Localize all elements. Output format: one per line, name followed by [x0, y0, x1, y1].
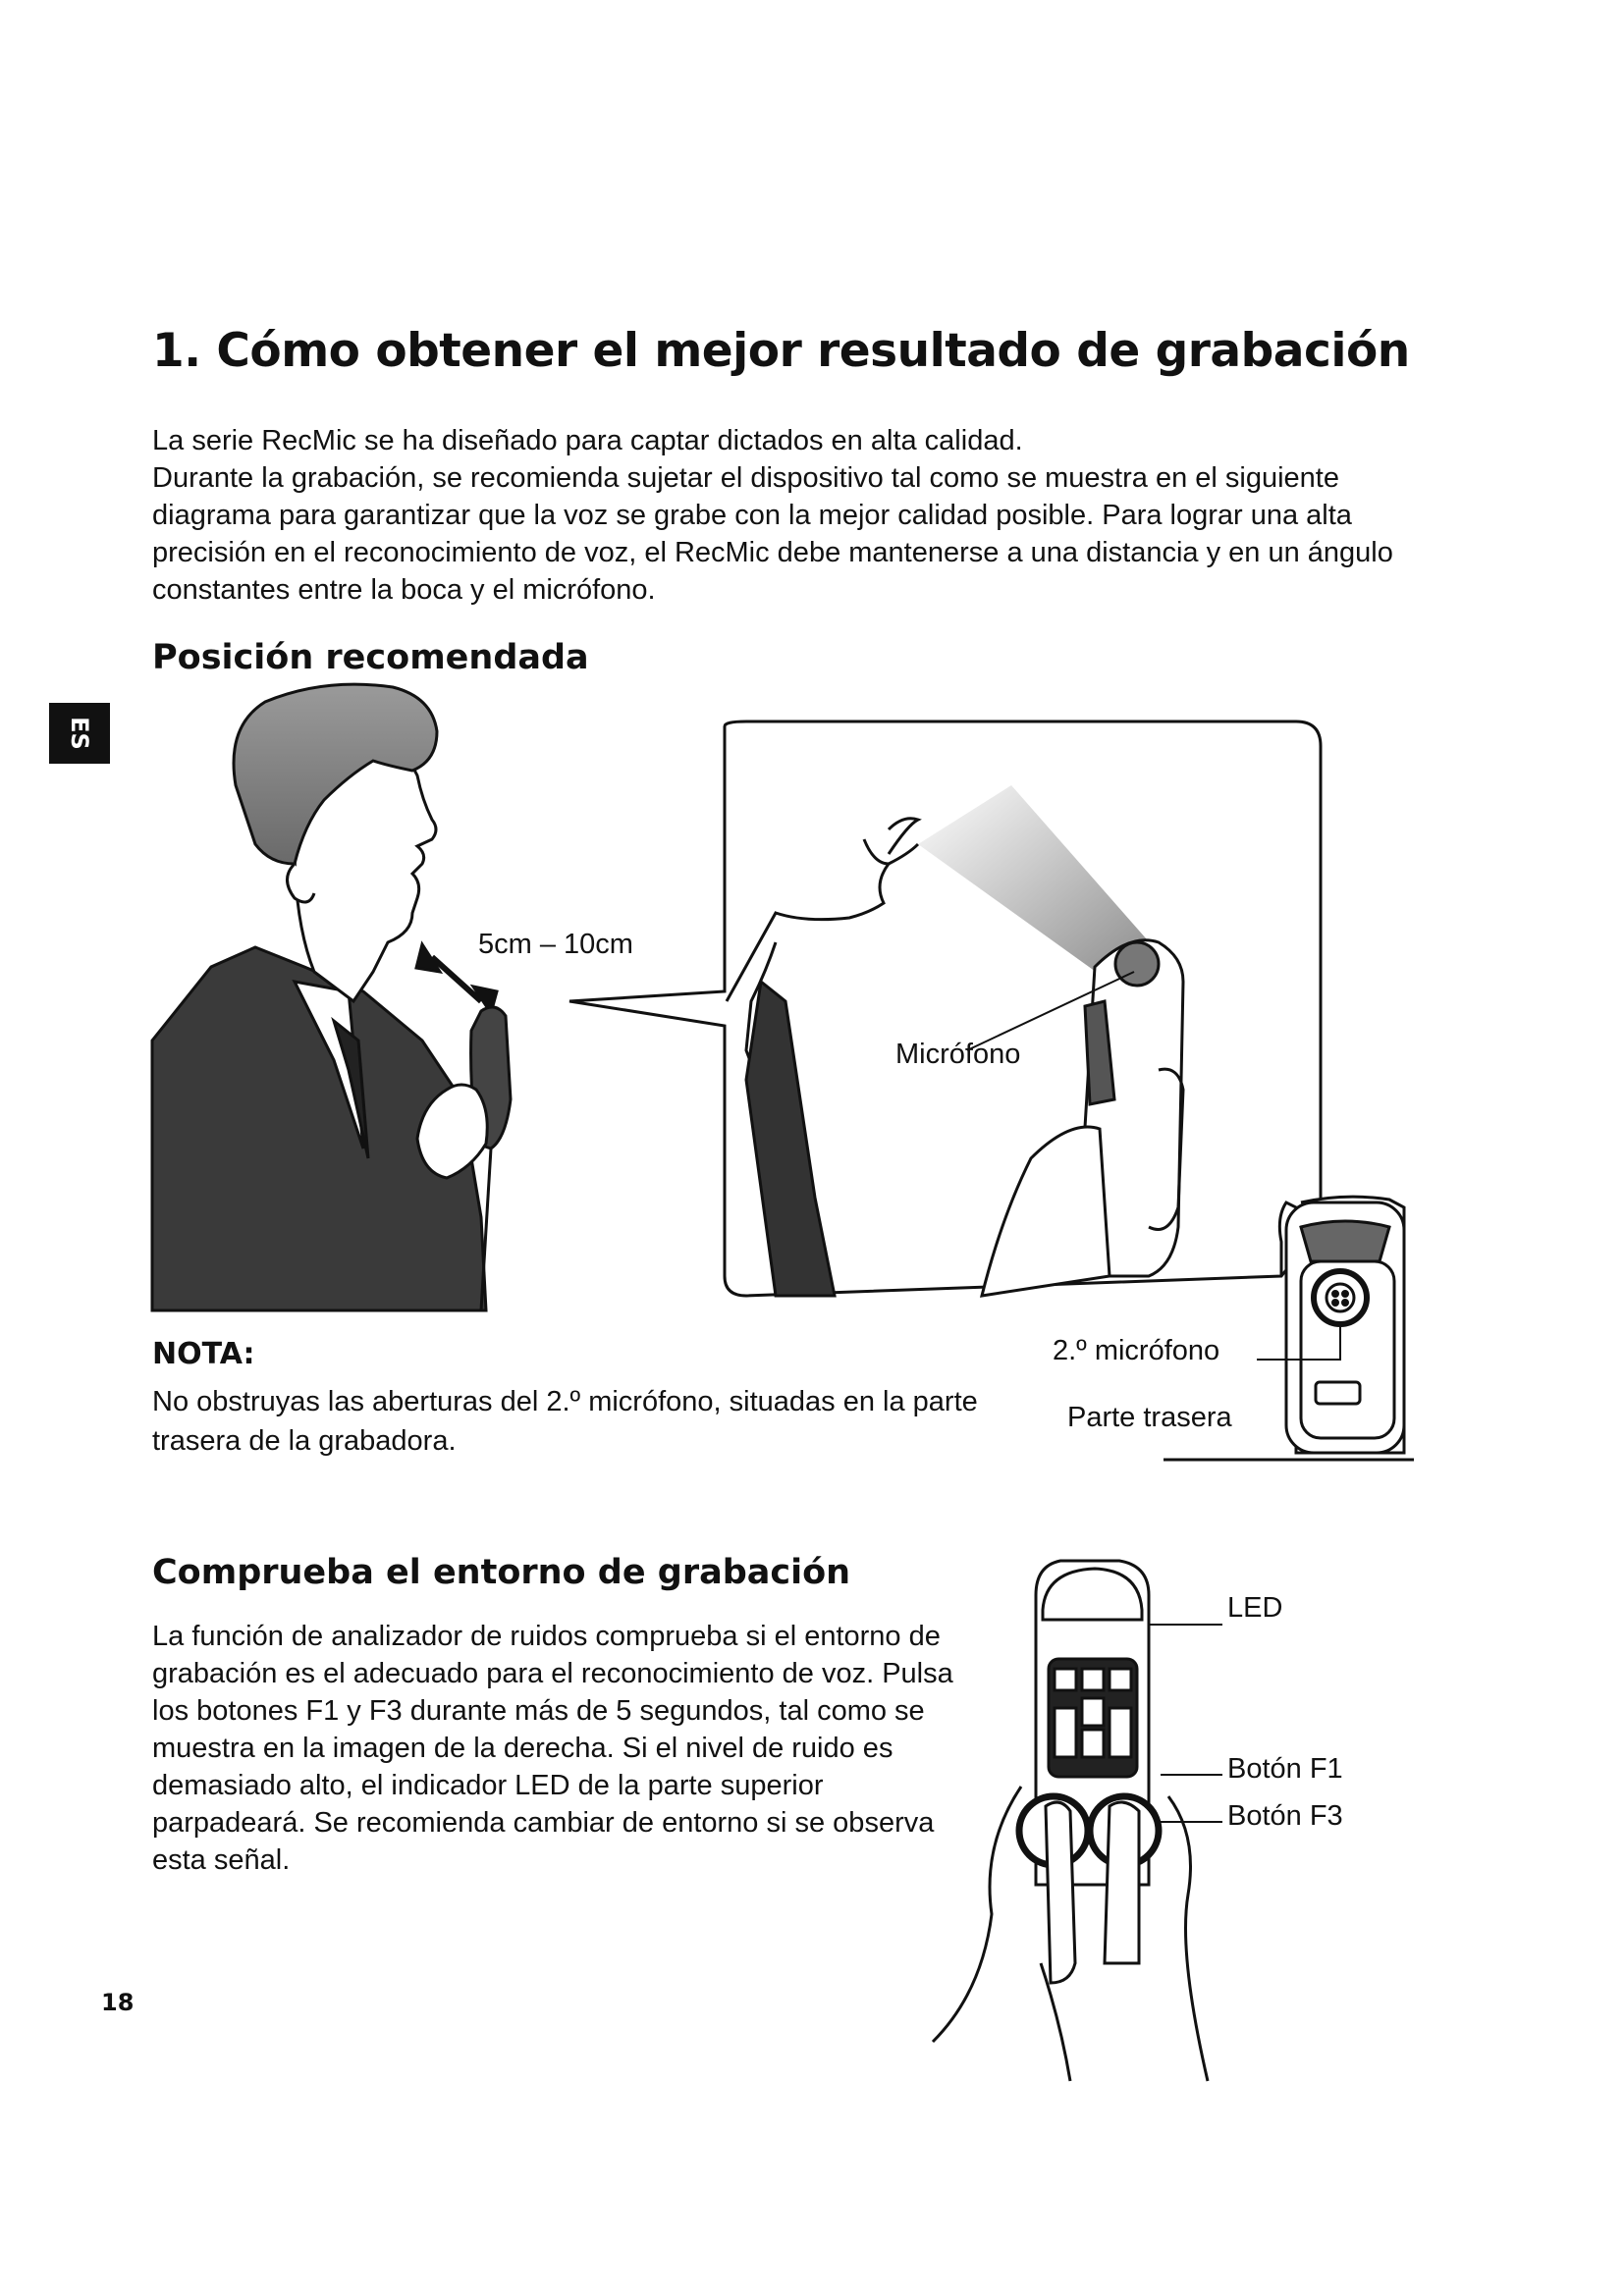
language-tab: ES	[49, 703, 110, 764]
intro-line-2: Durante la grabación, se recomienda sujetar el dispositivo tal como se muestra en el siguiente diagrama para garantizar que la voz se grabe con la mejor calidad posible. Para lograr una alta precisión en el reconocimiento de voz, el RecMic debe mantenerse a una distancia y en un ángulo constantes entre la boca y el micrófono.	[152, 462, 1393, 606]
microphone-label: Micrófono	[895, 1039, 1021, 1070]
distance-label: 5cm – 10cm	[478, 929, 633, 960]
position-heading: Posición recomendada	[152, 638, 589, 677]
device-front-illustration	[933, 1561, 1222, 2081]
f1-label: Botón F1	[1227, 1753, 1343, 1785]
f3-label: Botón F3	[1227, 1800, 1343, 1832]
intro-text	[152, 422, 1429, 609]
page-title: 1. Cómo obtener el mejor resultado de grabación	[152, 324, 1410, 378]
led-label: LED	[1227, 1592, 1283, 1624]
intro-line-1: La serie RecMic se ha diseñado para captar dictados en alta calidad.	[152, 425, 1023, 456]
second-mic-label: 2.º micrófono	[1053, 1335, 1220, 1366]
zoom-callout	[569, 721, 1321, 1296]
man-illustration	[152, 684, 511, 1310]
note-heading: NOTA:	[152, 1337, 255, 1371]
back-label: Parte trasera	[1067, 1402, 1232, 1433]
note-text: No obstruyas las aberturas del 2.º micrófono, situadas en la parte trasera de la grabadora.	[152, 1386, 978, 1457]
environment-heading: Comprueba el entorno de grabación	[152, 1553, 851, 1592]
page-number: 18	[101, 1989, 135, 2016]
environment-text: La función de analizador de ruidos comprueba si el entorno de grabación es el adecuado para el reconocimiento de voz. Pulsa los botones F1 y F3 durante más de 5 segundos, tal como se muestra en la imagen de la derecha. Si el nivel de ruido es demasiado alto, el indicador LED de la parte superior parpadeará. Se recomienda cambiar de entorno si se observa esta señal.	[152, 1621, 953, 1876]
